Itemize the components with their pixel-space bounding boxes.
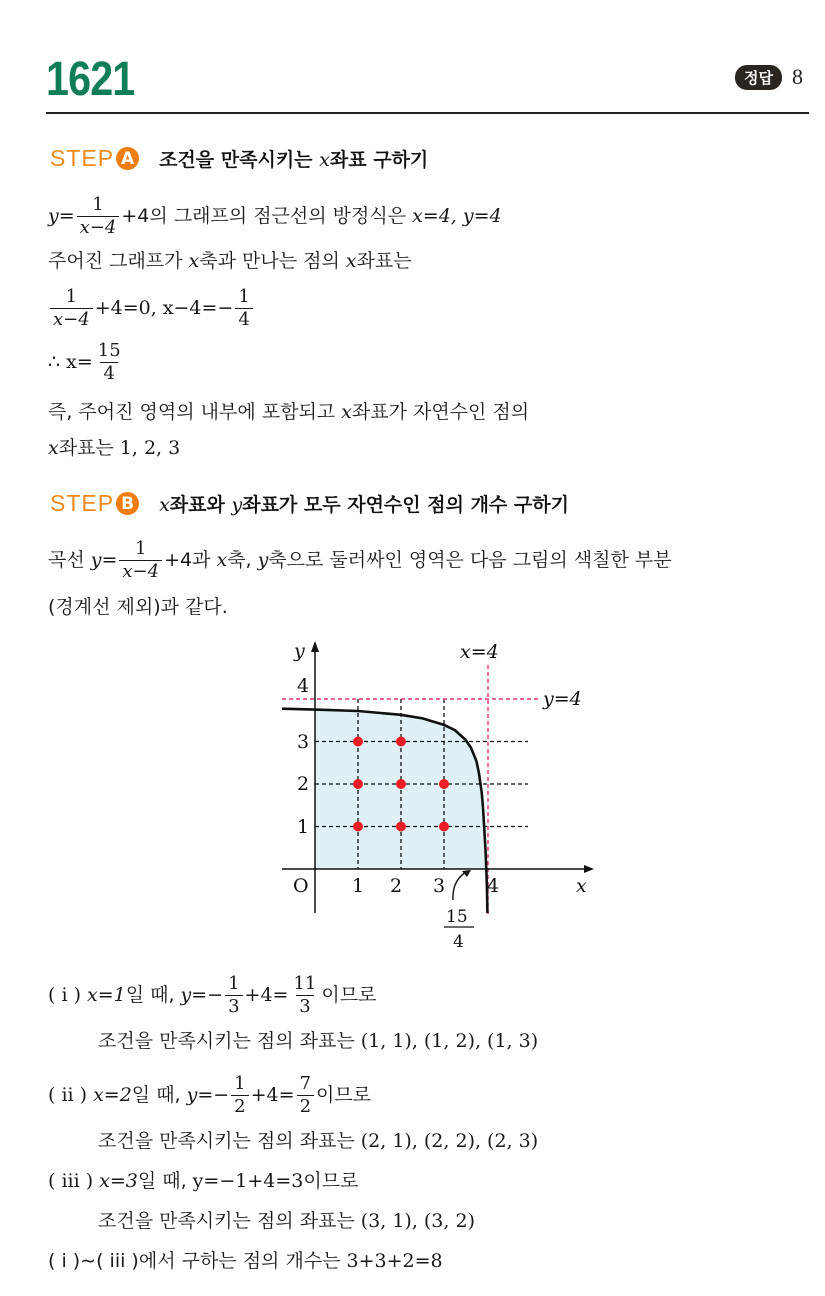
answer-value: 8	[792, 64, 803, 89]
x-tick-3: 3	[433, 875, 446, 897]
x-axis-label: x	[576, 875, 587, 897]
answer-badge: 정답	[735, 65, 782, 90]
step-a-title: 조건을 만족시키는 x좌표 구하기	[159, 149, 429, 171]
fraction: $\frac{1}{4}$	[235, 288, 252, 329]
step-a-badge-icon: A	[116, 147, 139, 170]
step-b-intro-1: 곡선 y = $\frac{1}{x-4}$ +4과 x 축, y 축으로 둘러싸인 영역은 다음 그림의 색칠한 부분	[48, 538, 672, 582]
y-tick-3: 3	[297, 731, 310, 753]
y-tick-2: 2	[297, 773, 310, 795]
step-b-title: x좌표와 y좌표가 모두 자연수인 점의 개수 구하기	[159, 494, 569, 516]
step-b-intro-2: (경계선 제외)과 같다.	[48, 596, 228, 618]
origin-label: O	[293, 875, 309, 897]
step-a-line-5: 즉, 주어진 영역의 내부에 포함되고 x 좌표가 자연수인 점의	[48, 401, 530, 423]
conclusion: ( i )∼( iii )에서 구하는 점의 개수는 3+3+2=8	[48, 1250, 443, 1272]
step-a-line-2: 주어진 그래프가 x 축과 만나는 점의 x 좌표는	[48, 250, 412, 272]
step-a-line-3: $\frac{1}{x-4}$ +4=0, x−4=− $\frac{1}{4}$	[48, 288, 255, 329]
answer	[735, 64, 803, 90]
intercept-denominator: 4	[453, 932, 464, 952]
case-3: ( iii ) x=3 일 때, y=−1+4=3 이므로	[48, 1170, 359, 1192]
step-b-heading	[50, 490, 569, 517]
asymptote-x-label: x=4	[460, 641, 499, 663]
region-graph	[270, 630, 620, 960]
step-a-line-4: ∴ x= $\frac{15}{4}$	[48, 342, 126, 383]
case-2: ( ii ) x=2 일 때, y=− $\frac{1}{2}$ +4= $\frac{7}{2}$ 이므로	[48, 1073, 372, 1117]
header-divider	[46, 112, 809, 114]
x-tick-4: 4	[487, 875, 500, 897]
x-axis-arrow-icon	[584, 865, 594, 873]
y-axis-label: y	[294, 640, 305, 662]
asymptote-y-label: y=4	[543, 688, 582, 710]
step-label: STEP	[50, 145, 115, 171]
intercept-numerator: 15	[446, 907, 468, 927]
step-label: STEP	[50, 490, 115, 516]
fraction: $\frac{1}{x-4}$	[119, 540, 162, 581]
y-axis-arrow-icon	[311, 641, 319, 652]
y-tick-4: 4	[297, 675, 310, 697]
step-a-line-1: y = $\frac{1}{x-4}$ +4의 그래프의 점근선의 방정식은 x=4, y=4	[48, 194, 502, 238]
step-a-heading	[50, 145, 428, 172]
pointer-arrow-icon	[453, 872, 466, 900]
problem-number: 1621	[46, 53, 135, 106]
y-tick-1: 1	[297, 816, 310, 838]
shaded-region	[315, 710, 486, 869]
fraction: $\frac{1}{x-4}$	[50, 288, 93, 329]
fraction: $\frac{1}{x-4}$	[77, 196, 120, 237]
x-tick-1: 1	[352, 875, 365, 897]
case-3-result: 조건을 만족시키는 점의 좌표는 (3, 1), (3, 2)	[98, 1210, 475, 1232]
case-2-result: 조건을 만족시키는 점의 좌표는 (2, 1), (2, 2), (2, 3)	[98, 1130, 539, 1152]
step-b-badge-icon: B	[116, 492, 139, 515]
fraction: $\frac{15}{4}$	[97, 340, 121, 384]
x-tick-2: 2	[390, 875, 403, 897]
case-1-result: 조건을 만족시키는 점의 좌표는 (1, 1), (1, 2), (1, 3)	[98, 1030, 539, 1052]
case-1: ( i ) x=1 일 때, y=− $\frac{1}{3}$ +4= $\frac{11}{3}$ 이므로	[48, 973, 377, 1017]
step-a-line-6: x 좌표는 1, 2, 3	[48, 437, 181, 459]
